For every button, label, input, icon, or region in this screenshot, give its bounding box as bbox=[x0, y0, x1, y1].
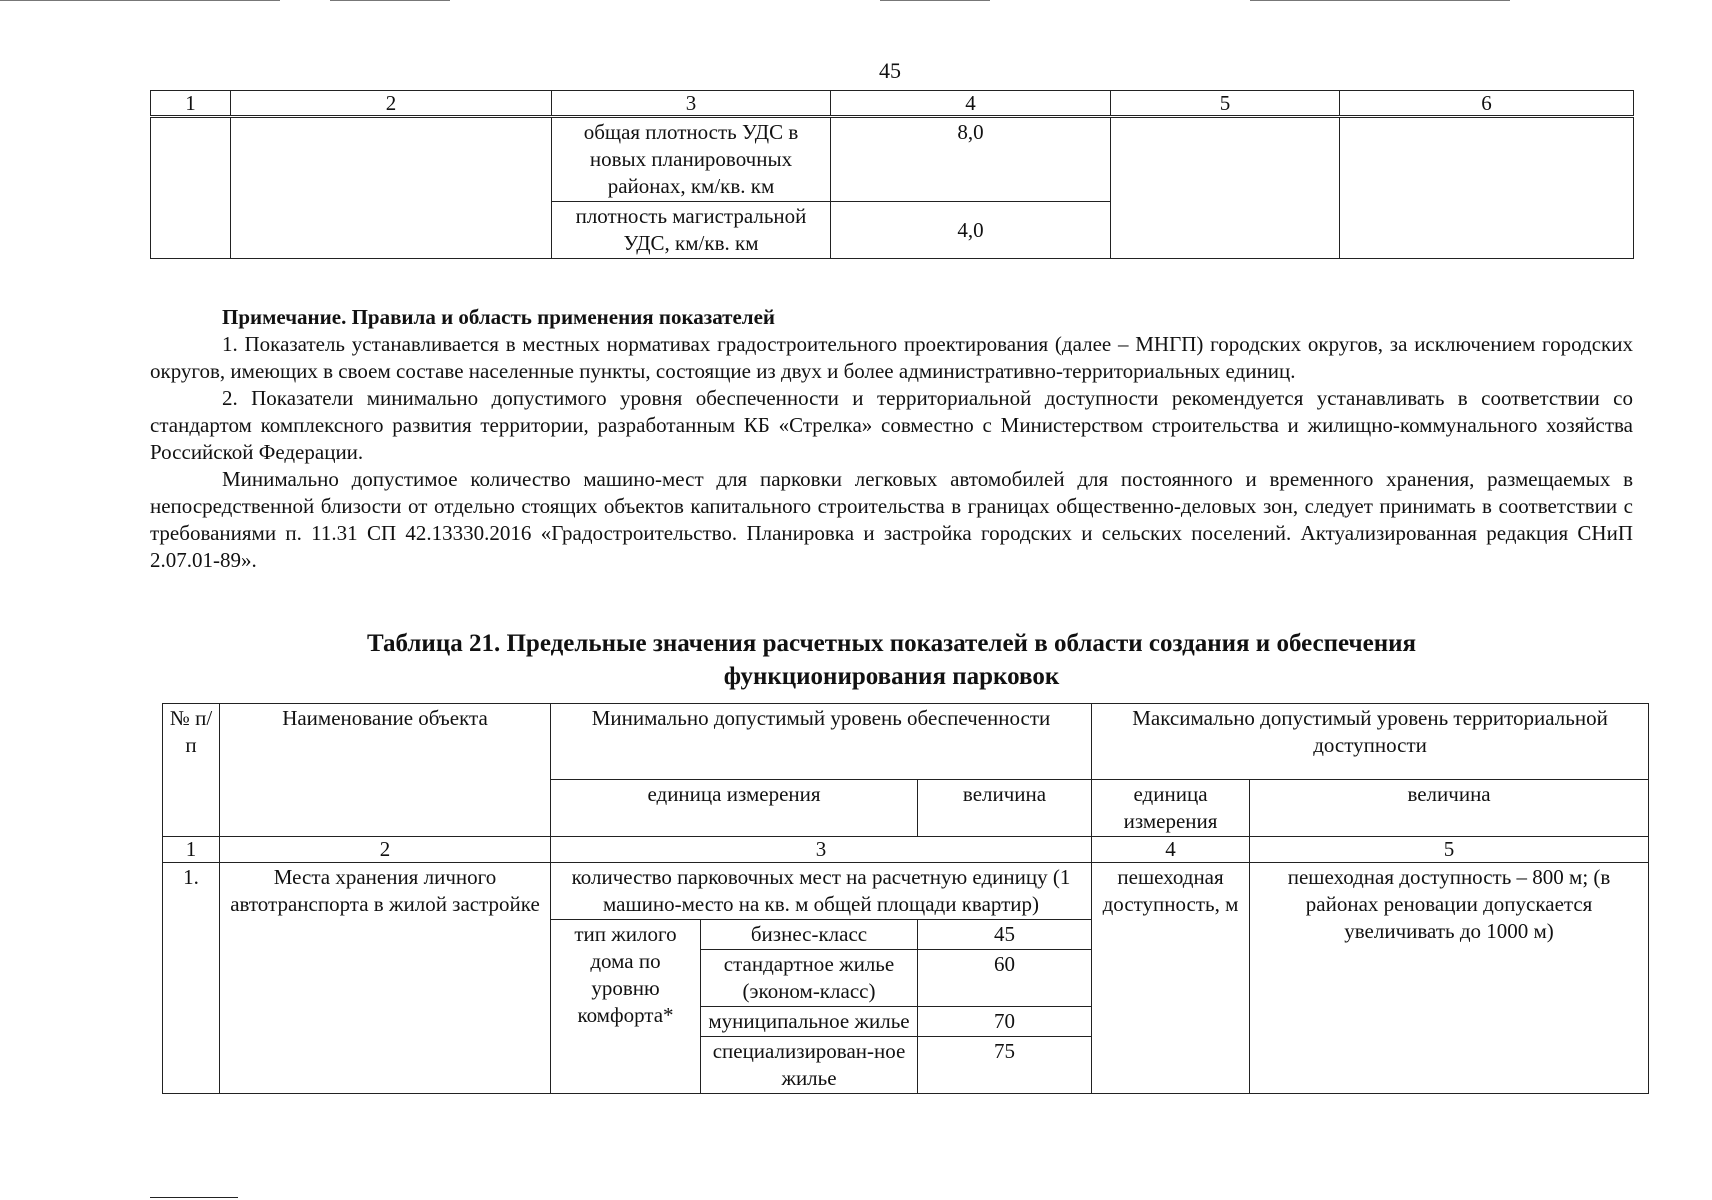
empty-cell bbox=[1340, 117, 1634, 259]
col-number: 2 bbox=[220, 837, 551, 863]
col-number: 5 bbox=[1250, 837, 1649, 863]
class-name: специализирован-ное жилье bbox=[701, 1037, 918, 1094]
header-max-level: Максимально допустимый уровень территориальной доступности bbox=[1092, 704, 1649, 780]
col-number: 4 bbox=[831, 91, 1111, 117]
header-min-level: Минимально допустимый уровень обеспеченности bbox=[551, 704, 1092, 780]
col-number: 5 bbox=[1111, 91, 1340, 117]
table-row bbox=[163, 863, 1649, 920]
value-cell: 4,0 bbox=[831, 202, 1111, 259]
empty-cell bbox=[231, 117, 552, 259]
class-value: 70 bbox=[918, 1007, 1092, 1037]
header-unit: единица измерения bbox=[551, 780, 918, 837]
class-value: 75 bbox=[918, 1037, 1092, 1094]
column-number-row bbox=[163, 837, 1649, 863]
continued-table bbox=[150, 90, 1634, 259]
class-name: бизнес-класс bbox=[701, 920, 918, 950]
house-type-label: тип жилого дома по уровню комфорта* bbox=[551, 920, 701, 1094]
indicator-cell: общая плотность УДС в новых планировочных районах, км/кв. км bbox=[552, 117, 831, 202]
col-number: 6 bbox=[1340, 91, 1634, 117]
footnote-separator bbox=[150, 1197, 238, 1198]
header-unit-2: единица измерения bbox=[1092, 780, 1250, 837]
notes-section bbox=[150, 304, 1633, 574]
note-paragraph: Минимально допустимое количество машино-мест для парковки легковых автомобилей для постоянного и временного хранения, размещаемых в непосредственной близости от отдельно стоящих объектов капитального строительства в границах общественно-деловых зон, следует принимать в соответствии с требованиями п. 11.31 СП 42.13330.2016 «Градостроительство. Планировка и застройка городских и сельских поселений. Актуализированная редакция СНиП 2.07.01-89». bbox=[150, 467, 1633, 572]
col-number: 1 bbox=[163, 837, 220, 863]
parking-table bbox=[162, 703, 1649, 1094]
table-caption bbox=[150, 627, 1633, 693]
header-value: величина bbox=[918, 780, 1092, 837]
empty-cell bbox=[151, 117, 231, 259]
empty-cell bbox=[1111, 117, 1340, 259]
scan-edge-marks bbox=[0, 0, 1712, 3]
object-name: Места хранения личного автотранспорта в жилой застройке bbox=[220, 863, 551, 1094]
col-number: 4 bbox=[1092, 837, 1250, 863]
class-value: 60 bbox=[918, 950, 1092, 1007]
header-value-2: величина bbox=[1250, 780, 1649, 837]
table-row bbox=[151, 117, 1634, 202]
capacity-description: количество парковочных мест на расчетную единицу (1 машино-место на кв. м общей площади квартир) bbox=[551, 863, 1092, 920]
column-number-row bbox=[151, 91, 1634, 117]
col-number: 2 bbox=[231, 91, 552, 117]
value-cell: 8,0 bbox=[831, 117, 1111, 202]
header-name: Наименование объекта bbox=[220, 704, 551, 837]
header-num: № п/п bbox=[163, 704, 220, 837]
col-number: 3 bbox=[551, 837, 1092, 863]
class-name: муниципальное жилье bbox=[701, 1007, 918, 1037]
col-number: 1 bbox=[151, 91, 231, 117]
note-paragraph: 2. Показатели минимально допустимого уровня обеспеченности и территориальной доступности рекомендуется устанавливать в соответствии со стандартом комплексного развития территории, разработанным КБ «Стрелка» совместно с Министерством строительства и жилищно-коммунального хозяйства Российской Федерации. bbox=[150, 386, 1633, 464]
col-number: 3 bbox=[552, 91, 831, 117]
row-number: 1. bbox=[163, 863, 220, 1094]
header-row bbox=[163, 704, 1649, 780]
access-unit: пешеходная доступность, м bbox=[1092, 863, 1250, 1094]
page-number: 45 bbox=[879, 58, 901, 83]
class-name: стандартное жилье (эконом-класс) bbox=[701, 950, 918, 1007]
notes-heading: Примечание. Правила и область применения показателей bbox=[222, 305, 776, 329]
access-value: пешеходная доступность – 800 м; (в районах реновации допускается увеличивать до 1000 м) bbox=[1250, 863, 1649, 1094]
note-paragraph: 1. Показатель устанавливается в местных нормативах градостроительного проектирования (далее – МНГП) городских округов, за исключением городских округов, имеющих в своем составе населенные пункты, состоящие из двух и более административно-территориальных единиц. bbox=[150, 332, 1633, 383]
caption-line: Таблица 21. Предельные значения расчетных показателей в области создания и обеспечения bbox=[366, 630, 1417, 657]
indicator-cell: плотность магистральной УДС, км/кв. км bbox=[552, 202, 831, 259]
class-value: 45 bbox=[918, 920, 1092, 950]
caption-line: функционирования парковок bbox=[723, 663, 1060, 690]
